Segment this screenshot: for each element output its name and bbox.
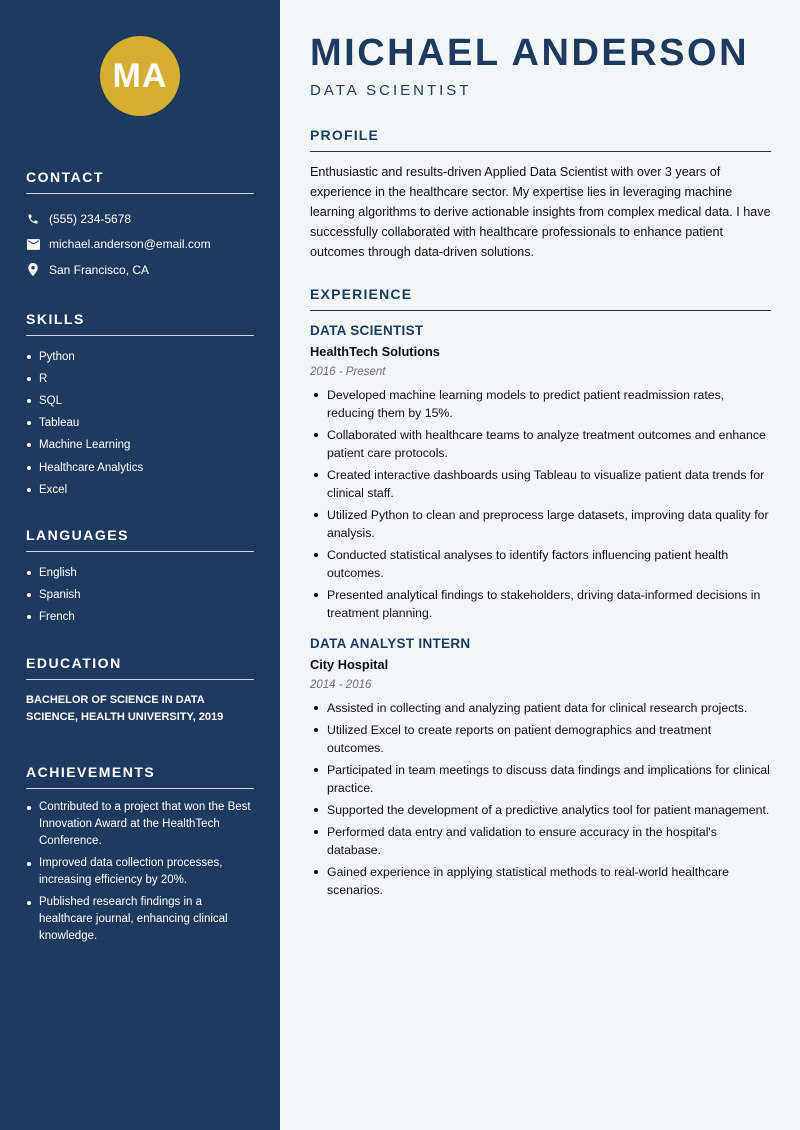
languages-heading: LANGUAGES	[26, 527, 254, 552]
profile-summary: Enthusiastic and results-driven Applied Data Scientist with over 3 years of experience in the healthcare sector. My expertise lies in leveraging machine learning algorithms to derive actionable insights from complex medical data. I have successfully collaborated with healthcare professionals to enhance patient outcomes through data-driven solutions.	[310, 165, 771, 259]
language-item: Spanish	[26, 584, 254, 606]
profile-heading: PROFILE	[310, 127, 771, 152]
achievement-item: Improved data collection processes, increasing efficiency by 20%.	[26, 855, 254, 889]
contact-location-text: San Francisco, CA	[49, 262, 150, 277]
skill-item: SQL	[26, 390, 254, 412]
job-bullet: Participated in team meetings to discuss data findings and implications for clinical practice.	[310, 761, 771, 797]
job-bullet: Performed data entry and validation to ensure accuracy in the hospital's database.	[310, 823, 771, 859]
language-item: English	[26, 562, 254, 584]
candidate-name: MICHAEL ANDERSON	[310, 32, 750, 74]
job-bullet: Gained experience in applying statistical methods to real-world healthcare scenarios.	[310, 863, 771, 899]
candidate-role: DATA SCIENTIST	[310, 82, 472, 99]
job-entry	[310, 323, 771, 622]
skills-section	[26, 311, 254, 501]
job-company: HealthTech Solutions	[310, 344, 440, 359]
skill-item: Tableau	[26, 412, 254, 434]
phone-icon	[26, 212, 40, 226]
education-degree: BACHELOR OF SCIENCE IN DATA SCIENCE, HEALTH UNIVERSITY, 2019	[26, 693, 224, 723]
experience-section	[310, 286, 771, 899]
contact-email	[26, 232, 254, 258]
language-item: French	[26, 606, 254, 628]
location-icon	[26, 263, 40, 277]
achievement-item: Contributed to a project that won the Best Innovation Award at the HealthTech Conference.	[26, 799, 254, 850]
job-entry	[310, 636, 771, 899]
job-bullet: Supported the development of a predictive analytics tool for patient management.	[310, 801, 771, 819]
skills-heading: SKILLS	[26, 311, 254, 336]
profile-section	[310, 127, 771, 262]
contact-section	[26, 169, 254, 283]
contact-list	[26, 206, 254, 283]
job-title: DATA SCIENTIST	[310, 323, 424, 338]
contact-location	[26, 257, 254, 283]
skill-item: Excel	[26, 479, 254, 501]
job-dates: 2014 - 2016	[310, 679, 372, 691]
languages-section	[26, 527, 254, 629]
job-bullet: Utilized Excel to create reports on patient demographics and treatment outcomes.	[310, 721, 771, 757]
education-section	[26, 655, 254, 726]
job-title: DATA ANALYST INTERN	[310, 636, 471, 651]
education-heading: EDUCATION	[26, 655, 254, 680]
achievements-heading: ACHIEVEMENTS	[26, 764, 254, 789]
job-bullets	[310, 386, 771, 622]
skill-item: Machine Learning	[26, 434, 254, 456]
achievement-item: Published research findings in a healthcare journal, enhancing clinical knowledge.	[26, 894, 254, 945]
job-company: City Hospital	[310, 657, 389, 672]
languages-list	[26, 562, 254, 629]
main-content	[280, 0, 800, 1130]
job-bullet: Utilized Python to clean and preprocess large datasets, improving data quality for analysis.	[310, 506, 771, 542]
job-bullets	[310, 699, 771, 899]
sidebar	[0, 0, 280, 1130]
experience-heading: EXPERIENCE	[310, 286, 771, 311]
email-icon	[26, 237, 40, 251]
job-bullet: Conducted statistical analyses to identify factors influencing patient health outcomes.	[310, 546, 771, 582]
contact-email-text: michael.anderson@email.com	[49, 237, 211, 252]
skill-item: R	[26, 368, 254, 390]
skill-item: Python	[26, 346, 254, 368]
achievements-section	[26, 764, 254, 945]
contact-phone	[26, 206, 254, 232]
job-dates: 2016 - Present	[310, 366, 386, 378]
contact-heading: CONTACT	[26, 169, 254, 194]
avatar-initials: MA	[100, 36, 180, 116]
contact-phone-text: (555) 234-5678	[49, 211, 132, 226]
skills-list	[26, 346, 254, 501]
achievements-list	[26, 799, 254, 945]
job-bullet: Assisted in collecting and analyzing patient data for clinical research projects.	[310, 699, 771, 717]
job-bullet: Developed machine learning models to predict patient readmission rates, reducing them by 15%.	[310, 386, 771, 422]
job-bullet: Created interactive dashboards using Tableau to visualize patient data trends for clinical staff.	[310, 466, 771, 502]
job-bullet: Presented analytical findings to stakeholders, driving data-informed decisions in treatment planning.	[310, 586, 771, 622]
skill-item: Healthcare Analytics	[26, 457, 254, 479]
job-bullet: Collaborated with healthcare teams to analyze treatment outcomes and enhance patient care protocols.	[310, 426, 771, 462]
